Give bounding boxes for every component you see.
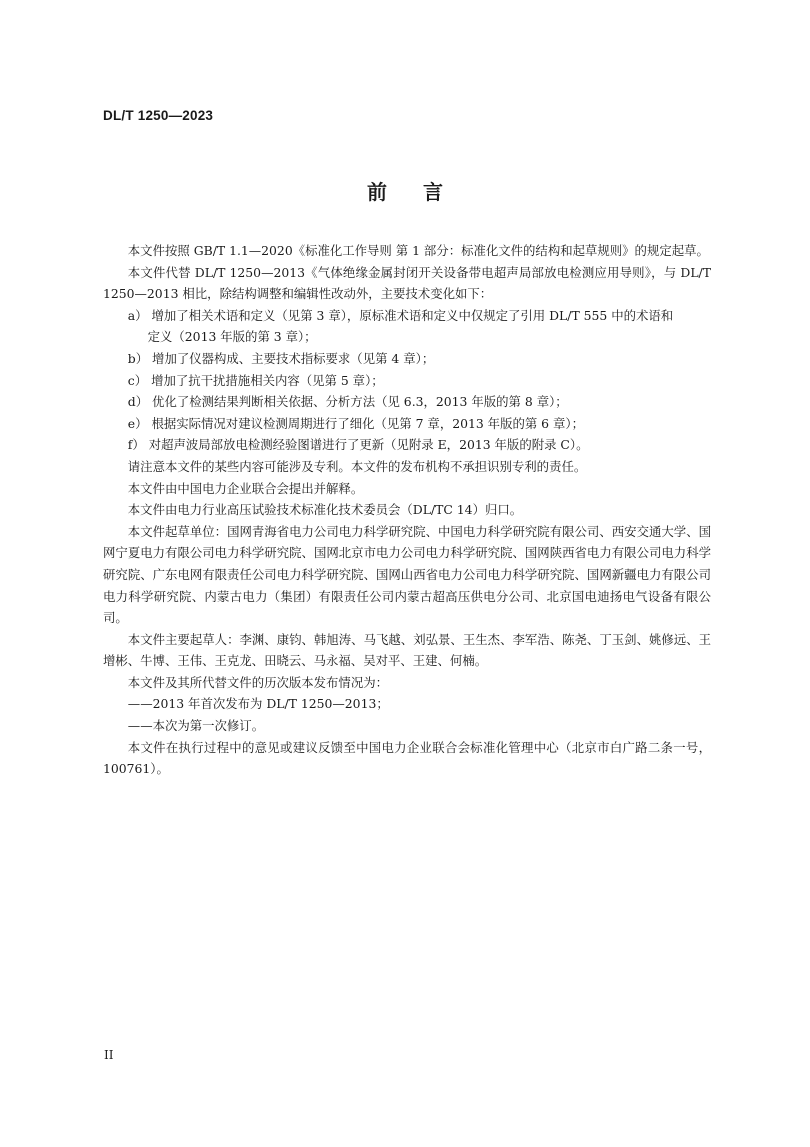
document-code: DL/T 1250—2023: [103, 108, 214, 123]
paragraph-drafters: 本文件主要起草人：李渊、康钧、韩旭涛、马飞越、刘弘景、王生杰、李军浩、陈尧、丁玉剑、姚修远、王增彬、牛博、王伟、王克龙、田晓云、马永福、吴对平、王建、何楠。: [103, 631, 711, 669]
list-item-a: a） 增加了相关术语和定义（见第 3 章），原标准术语和定义中仅规定了引用 DL/T 555 中的术语和: [127, 307, 674, 323]
paragraph-drafting-basis: 本文件按照 GB/T 1.1—2020《标准化工作导则 第 1 部分：标准化文件的结构和起草规则》的规定起草。: [127, 243, 709, 258]
list-item-f: f） 对超声波局部放电检测经验图谱进行了更新（见附录 E，2013 年版的附录 C）。: [127, 437, 589, 453]
paragraph-proposer: 本文件由中国电力企业联合会提出并解释。: [127, 480, 364, 496]
page-title: 前言: [367, 180, 479, 204]
list-item-c: c） 增加了抗干扰措施相关内容（见第 5 章）；: [127, 372, 384, 388]
version-history-item: ——2013 年首次发布为 DL/T 1250—2013；: [127, 696, 389, 712]
list-item-a-continued: 定义（2013 年版的第 3 章）；: [147, 329, 317, 345]
paragraph-replacement: 本文件代替 DL/T 1250—2013《气体绝缘金属封闭开关设备带电超声局部放电检测应用导则》，与 DL/T 1250—2013 相比，除结构调整和编辑性改动外，主要技术变化如下：: [103, 264, 711, 302]
paragraph-patent-notice: 请注意本文件的某些内容可能涉及专利。本文件的发布机构不承担识别专利的责任。: [127, 458, 587, 474]
foreword-body: [103, 240, 711, 780]
paragraph-feedback: 本文件在执行过程中的意见或建议反馈至中国电力企业联合会标准化管理中心（北京市白广路二条一号，100761）。: [103, 739, 711, 777]
page-number: II: [104, 1048, 114, 1062]
list-item-d: d） 优化了检测结果判断相关依据、分析方法（见 6.3，2013 年版的第 8 章）；: [127, 394, 568, 410]
paragraph-committee: 本文件由电力行业高压试验技术标准化技术委员会（DL/TC 14）归口。: [127, 502, 523, 518]
list-item-b: b） 增加了仪器构成、主要技术指标要求（见第 4 章）；: [127, 350, 435, 366]
list-item-e: e） 根据实际情况对建议检测周期进行了细化（见第 7 章，2013 年版的第 6 章）；: [127, 415, 584, 431]
version-history-item: ——本次为第一次修订。: [127, 718, 265, 734]
paragraph-drafting-units: 本文件起草单位：国网青海省电力公司电力科学研究院、中国电力科学研究院有限公司、西安交通大学、国网宁夏电力有限公司电力科学研究院、国网北京市电力公司电力科学研究院、国网陕西省电力有限公司电力科学研究院、广东电网有限责任公司电力科学研究院、国网山西省电力公司电力科学研究院、国网新疆电力有限公司电力科学研究院、内蒙古电力（集团）有限责任公司内蒙古超高压供电分公司、北京国电迪扬电气设备有限公司。: [103, 523, 711, 626]
paragraph-version-history: 本文件及其所代替文件的历次版本发布情况为：: [127, 674, 388, 690]
